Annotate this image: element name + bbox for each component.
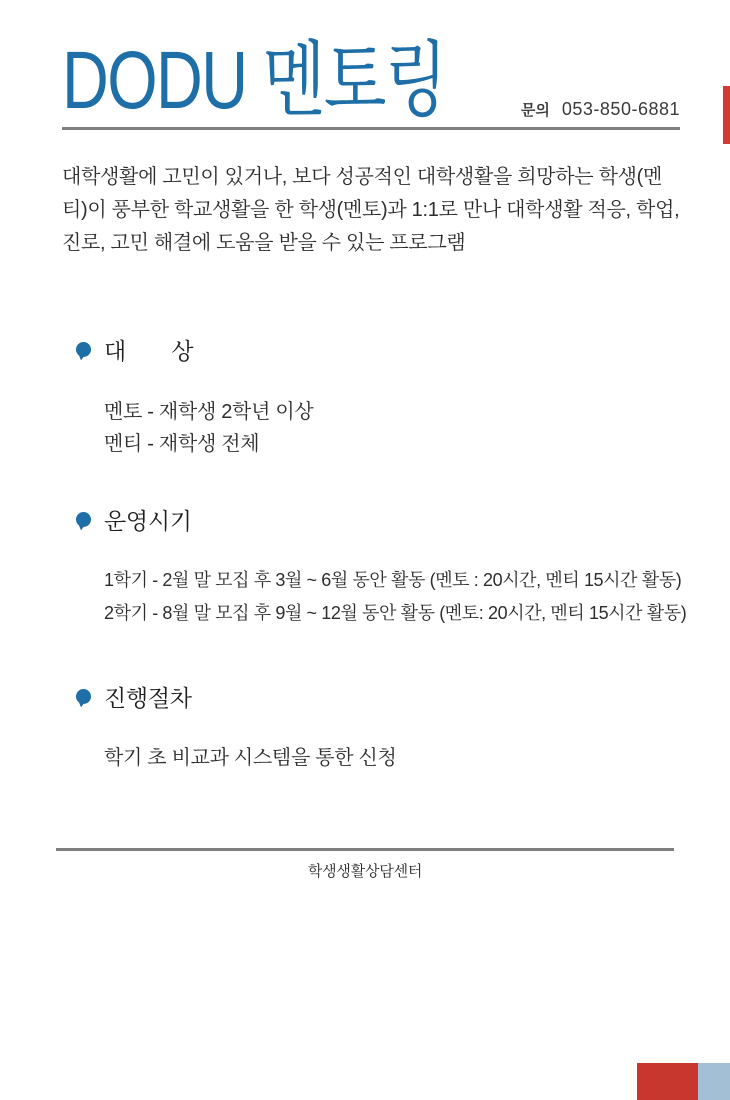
contact-info bbox=[521, 99, 680, 120]
header-divider bbox=[62, 127, 680, 130]
balloon-bullet-icon bbox=[76, 342, 91, 357]
section-schedule bbox=[76, 503, 686, 630]
section-process-header bbox=[76, 680, 397, 713]
list-item: 학기 초 비교과 시스템을 통한 신청 bbox=[104, 747, 397, 769]
list-item: 2학기 - 8월 말 모집 후 9월 ~ 12월 동안 활동 (멘토: 20시간, 멘티 15시간 활동) bbox=[104, 603, 687, 623]
red-accent-bar bbox=[723, 86, 730, 144]
section-heading: 진행절차 bbox=[104, 685, 192, 711]
section-process-items bbox=[104, 742, 397, 774]
footer-bar-blue-gradient bbox=[0, 1063, 637, 1100]
list-item: 1학기 - 2월 말 모집 후 3월 ~ 6월 동안 활동 (멘토 : 20시간, 멘티 15시간 활동) bbox=[104, 570, 682, 590]
section-heading: 대 상 bbox=[104, 338, 194, 364]
footer-bar-tail-segment bbox=[698, 1063, 730, 1100]
footer-divider bbox=[56, 848, 674, 851]
page-title: DODU 멘토링 bbox=[62, 35, 446, 126]
section-target bbox=[76, 333, 313, 460]
contact-label: 문의 bbox=[520, 102, 550, 119]
list-item: 멘토 - 재학생 2학년 이상 bbox=[104, 401, 314, 423]
section-heading: 운영시기 bbox=[104, 508, 192, 534]
list-item: 멘티 - 재학생 전체 bbox=[104, 433, 260, 455]
program-description: 대학생활에 고민이 있거나, 보다 성공적인 대학생활을 희망하는 학생(멘티)이 풍부한 학교생활을 한 학생(멘토)과 1:1로 만나 대학생활 적응, 학업, 진로, 고민 해결에 도움을 받을 수 있는 프로그램 bbox=[62, 166, 680, 254]
section-target-header bbox=[76, 333, 313, 366]
section-process bbox=[76, 680, 397, 774]
section-schedule-items bbox=[104, 564, 686, 630]
section-target-items bbox=[104, 396, 313, 460]
footer-bar-red-segment bbox=[637, 1063, 698, 1100]
footer-accent-bar bbox=[0, 1063, 730, 1100]
balloon-bullet-icon bbox=[76, 512, 91, 527]
footer-organization: 학생생활상담센터 bbox=[307, 863, 423, 880]
balloon-bullet-icon bbox=[76, 689, 91, 704]
section-schedule-header bbox=[76, 503, 686, 536]
contact-phone: 053-850-6881 bbox=[561, 99, 680, 119]
